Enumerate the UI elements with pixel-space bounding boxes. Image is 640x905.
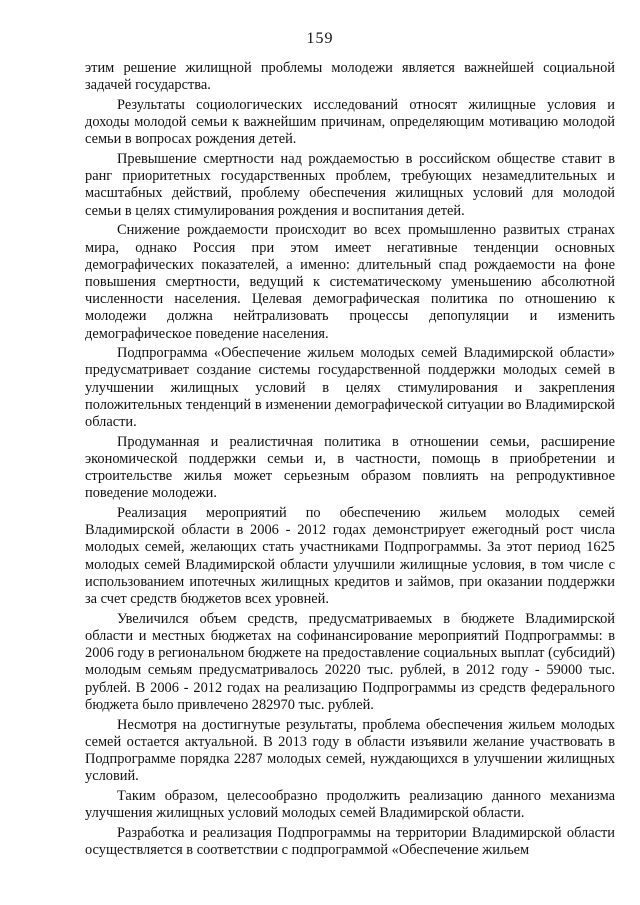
paragraph: Результаты социологических исследований относят жилищные условия и доходы молодой семьи к важнейшим причинам, определяющим мотивацию молодой семьи в вопросах рождения детей. (85, 96, 615, 148)
paragraph: этим решение жилищной проблемы молодежи является важнейшей социальной задачей государства. (85, 60, 615, 94)
document-body (85, 60, 615, 862)
paragraph: Несмотря на достигнутые результаты, проблема обеспечения жильем молодых семей остается актуальной. В 2013 году в области изъявили желание участвовать в Подпрограмме порядка 2287 молодых семей, нуждающихся в улучшении жилищных условий. (85, 716, 615, 785)
paragraph: Снижение рождаемости происходит во всех промышленно развитых странах мира, однако Россия при этом имеет негативные тенденции основных демографических показателей, а именно: длительный спад рождаемости на фоне повышения смертности, ведущий к систематическому уменьшению абсолютной численности населения. Целевая демографическая политика по отношению к молодежи должна нейтрализовать процессы депопуляции и изменить демографическое поведение населения. (85, 222, 615, 342)
paragraph: Превышение смертности над рождаемостью в российском обществе ставит в ранг приоритетных государственных проблем, требующих незамедлительных и масштабных действий, проблему обеспечения жилищных условий для молодой семьи в целях стимулирования рождения и воспитания детей. (85, 151, 615, 219)
paragraph: Реализация мероприятий по обеспечению жильем молодых семей Владимирской области в 2006 - 2012 годах демонстрирует ежегодный рост числа молодых семей, желающих стать участниками Подпрограммы. За этот период 1625 молодых семей Владимирской области улучшили жилищные условия, в том числе с использованием ипотечных жилищных кредитов и займов, при оказании поддержки за счет средств бюджетов всех уровней. (85, 505, 615, 608)
paragraph: Разработка и реализация Подпрограммы на территории Владимирской области осуществляется в соответствии с подпрограммой «Обеспечение жильем (85, 824, 615, 858)
page-number: 159 (306, 30, 334, 47)
paragraph: Подпрограмма «Обеспечение жильем молодых семей Владимирской области» предусматривает создание системы государственной поддержки молодых семей в улучшении жилищных условий в целях стимулирования и закрепления положительных тенденций в изменении демографической ситуации во Владимирской области. (85, 345, 615, 431)
paragraph: Увеличился объем средств, предусматриваемых в бюджете Владимирской области и местных бюджетах на софинансирование мероприятий Подпрограммы: в 2006 году в региональном бюджете на предоставление социальных выплат (субсидий) молодым семьям предусматривалось 20220 тыс. рублей, в 2012 году - 59000 тыс. рублей. В 2006 - 2012 годах на реализацию Подпрограммы из средств федерального бюджета было привлечено 282970 тыс. рублей. (85, 610, 615, 713)
paragraph: Таким образом, целесообразно продолжить реализацию данного механизма улучшения жилищных условий молодых семей Владимирской области. (85, 787, 615, 822)
paragraph: Продуманная и реалистичная политика в отношении семьи, расширение экономической поддержки семьи и, в частности, помощь в приобретении и строительстве жилья может серьезным образом повлиять на репродуктивное поведение молодежи. (85, 433, 615, 502)
